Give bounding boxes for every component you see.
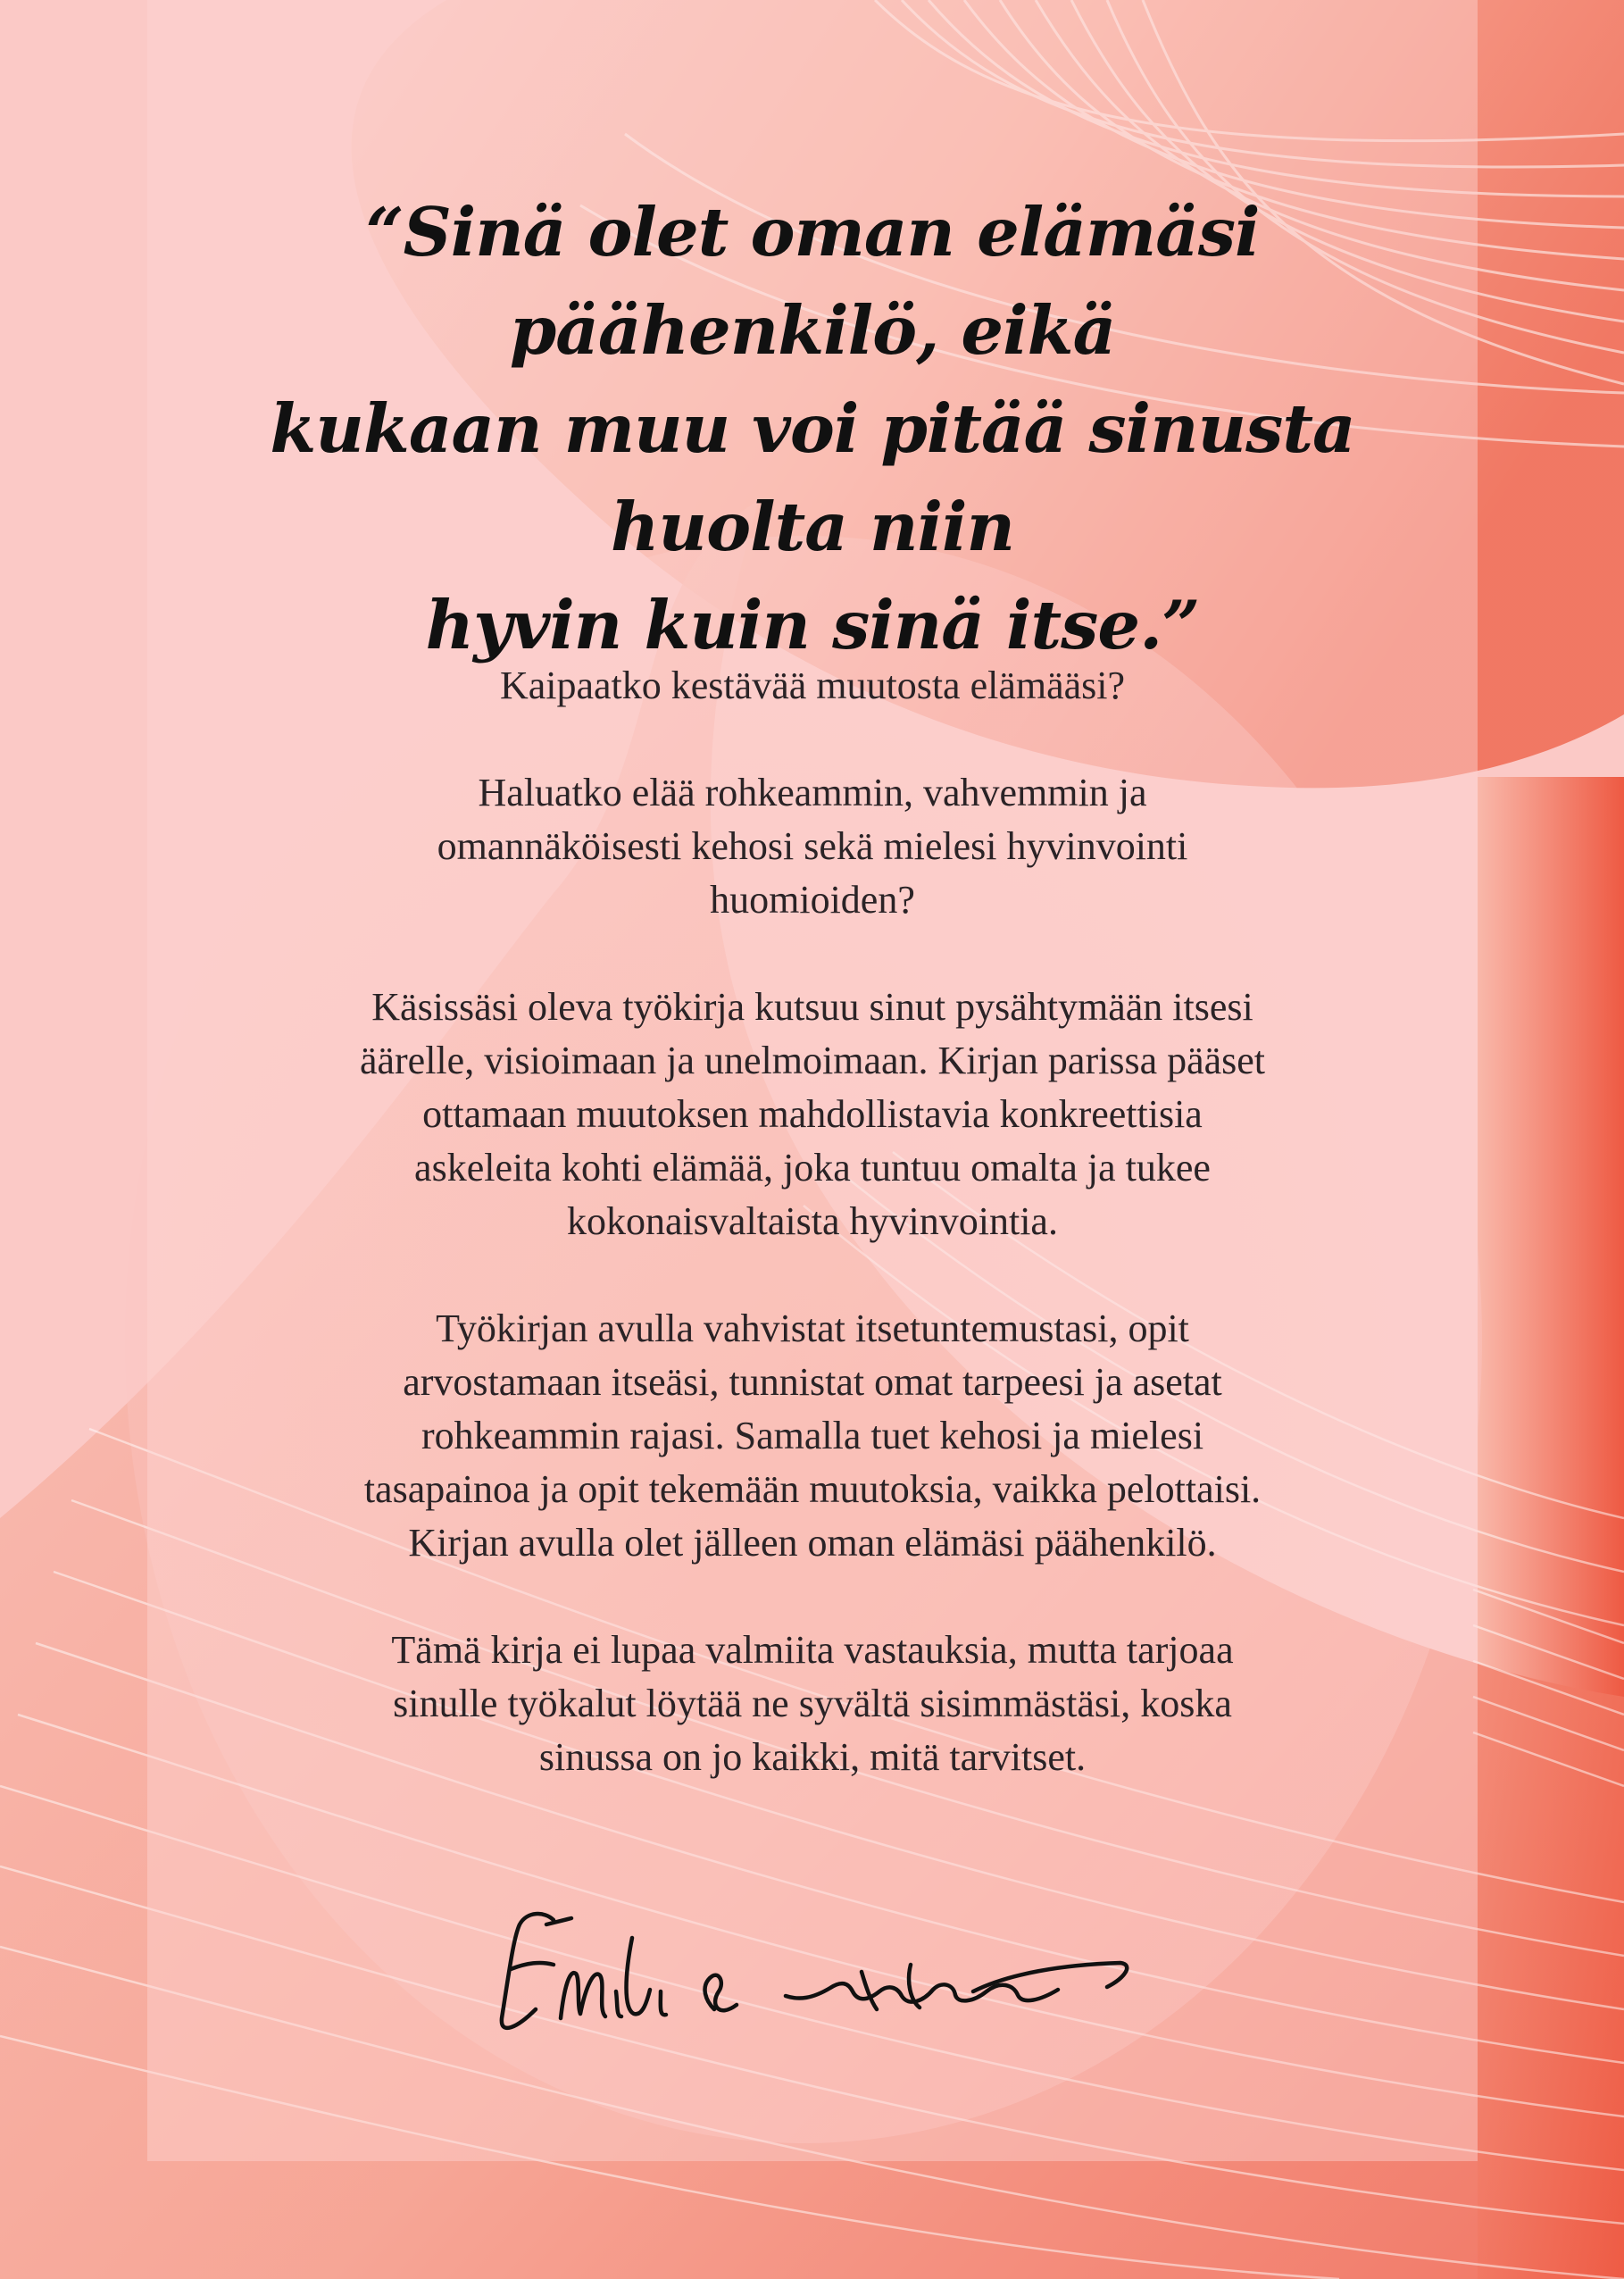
blurb-p2-line-3: huomioiden? [710,878,915,922]
blurb-p5-line-2: sinulle työkalut löytää ne syvältä sisimmästäsi, koska [393,1682,1232,1725]
blurb-p5-line-1: Tämä kirja ei lupaa valmiita vastauksia, mutta tarjoaa [391,1628,1234,1672]
blurb-paragraph-5 [295,1624,1330,1784]
blurb-p3-line-4: askeleita kohti elämää, joka tuntuu omalta ja tukee [414,1146,1211,1190]
blurb-p2-line-2: omannäköisesti kehosi sekä mielesi hyvinvointi [437,824,1188,868]
blurb-p2-line-1: Haluatko elää rohkeammin, vahvemmin ja [478,771,1147,814]
quote-line-2: kukaan muu voi pitää sinusta huolta niin [270,389,1355,566]
blurb-p4-line-3: rohkeammin rajasi. Samalla tuet kehosi ja mielesi [421,1414,1204,1457]
blurb-p4-line-2: arvostamaan itseäsi, tunnistat omat tarpeesi ja asetat [403,1360,1222,1404]
cover-quote [179,183,1446,674]
blurb-paragraph-1 [295,659,1330,713]
blurb-p1-text: Kaipaatko kestävää muutosta elämääsi? [499,664,1126,707]
blurb-p3-line-2: äärelle, visioimaan ja unelmoimaan. Kirjan parissa pääset [359,1039,1266,1082]
blurb-p4-line-5: Kirjan avulla olet jälleen oman elämäsi päähenkilö. [408,1521,1217,1565]
back-cover-blurb [295,659,1330,1838]
blurb-paragraph-2 [295,766,1330,927]
blurb-paragraph-3 [295,981,1330,1248]
blurb-p3-line-1: Käsissäsi oleva työkirja kutsuu sinut pysähtymään itsesi [371,985,1253,1029]
blurb-p5-line-3: sinussa on jo kaikki, mitä tarvitset. [538,1735,1087,1779]
blurb-p3-line-5: kokonaisvaltaista hyvinvointia. [567,1199,1058,1243]
handwritten-signature-icon [491,1902,1134,2045]
blurb-p4-line-1: Työkirjan avulla vahvistat itsetuntemustasi, opit [436,1306,1189,1350]
quote-line-1: “Sinä olet oman elämäsi päähenkilö, eikä [365,193,1260,370]
blurb-paragraph-4 [295,1302,1330,1570]
quote-line-3: hyvin kuin sinä itse.” [425,586,1200,664]
blurb-p3-line-3: ottamaan muutoksen mahdollistavia konkreettisia [422,1092,1203,1136]
blurb-p4-line-4: tasapainoa ja opit tekemään muutoksia, vaikka pelottaisi. [363,1467,1262,1511]
